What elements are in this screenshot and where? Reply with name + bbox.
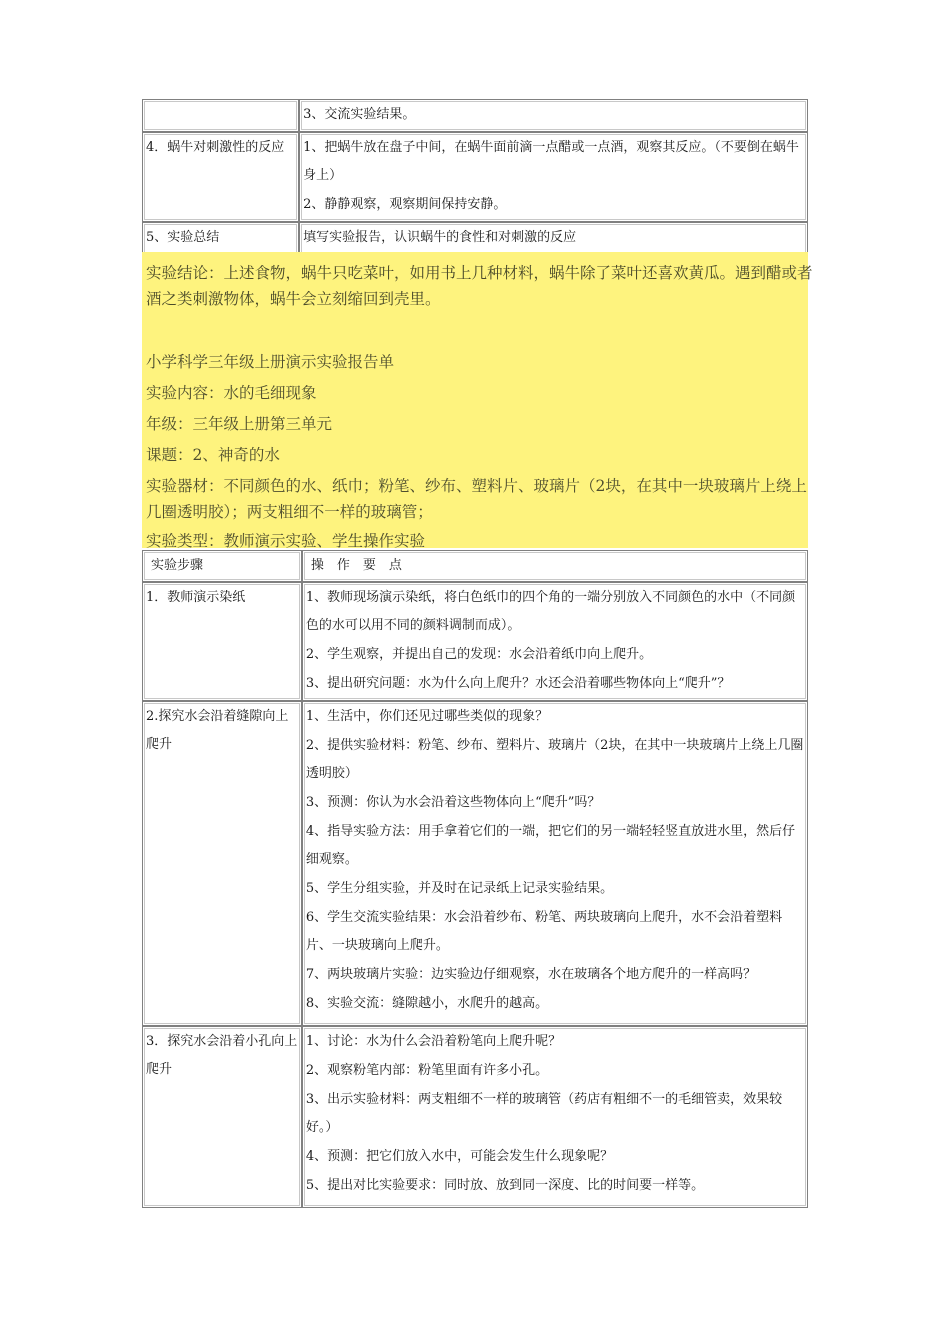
topic-line: 课题：2、神奇的水 [146,446,280,464]
op-item: 5、学生分组实验，并及时在记录纸上记录实验结果。 [305,881,614,896]
experiment-type-line: 实验类型：教师演示实验、学生操作实验 [146,532,426,550]
op-item: 2、观察粉笔内部：粉笔里面有许多小孔。 [305,1063,549,1078]
op-item: 填写实验报告，认识蜗牛的食性和对刺激的反应 [303,230,577,245]
table-row [142,701,808,1026]
op-item: 3、提出研究问题：水为什么向上爬升？水还会沿着哪些物体向上“爬升”？ [305,676,731,691]
experiment-conclusion: 实验结论：上述食物，蜗牛只吃菜叶，如用书上几种材料，蜗牛除了菜叶还喜欢黄瓜。遇到醋或者酒之类刺激物体，蜗牛会立刻缩回到壳里。 [146,264,813,308]
op-item: 1、讨论：水为什么会沿着粉笔向上爬升呢？ [305,1034,562,1049]
table-row [142,582,808,701]
op-item: 3、交流实验结果。 [303,107,416,122]
report-title: 小学科学三年级上册演示实验报告单 [146,353,395,371]
snail-experiment-table [142,99,808,255]
step-cell: 1．教师演示染纸 [142,582,302,701]
experiment-content: 实验内容：水的毛细现象 [146,384,317,402]
op-item: 1、把蜗牛放在盘子中间，在蜗牛面前滴一点醋或一点酒，观察其反应。（不要倒在蜗牛身上） [303,140,799,183]
step-cell: 4．蜗牛对刺激性的反应 [142,132,299,222]
op-item: 1、教师现场演示染纸，将白色纸巾的四个角的一端分别放入不同颜色的水中（不同颜色的水可以用不同的颜料调制而成）。 [305,590,796,633]
table-row [142,222,808,255]
ops-cell [299,132,808,222]
step-cell: 5、实验总结 [142,222,299,255]
op-item: 2、提供实验材料：粉笔、纱布、塑料片、玻璃片（2块，在其中一块玻璃片上绕上几圈透明胶） [305,738,804,781]
header-step: 实验步骤 [142,550,302,582]
capillary-experiment-table [142,550,808,1208]
op-item: 8、实验交流：缝隙越小，水爬升的越高。 [305,996,549,1011]
op-item: 2、静静观察，观察期间保持安静。 [303,197,507,212]
op-item: 7、两块玻璃片实验：边实验边仔细观察，水在玻璃各个地方爬升的一样高吗？ [305,967,757,982]
materials-line: 实验器材：不同颜色的水、纸巾；粉笔、纱布、塑料片、玻璃片（2块，在其中一块玻璃片上绕上几圈透明胶）；两支粗细不一样的玻璃管； [146,477,807,521]
step-cell [142,99,299,132]
table-row [142,132,808,222]
ops-cell [302,582,808,701]
op-item: 1、生活中，你们还见过哪些类似的现象？ [305,709,549,724]
op-item: 3、预测：你认为水会沿着这些物体向上“爬升”吗？ [305,795,601,810]
grade-line: 年级：三年级上册第三单元 [146,415,333,433]
table-row [142,1026,808,1208]
op-item: 6、学生交流实验结果：水会沿着纱布、粉笔、两块玻璃向上爬升，水不会沿着塑料片、一块玻璃向上爬升。 [305,910,783,953]
op-item: 5、提出对比实验要求：同时放、放到同一深度、比的时间要一样等。 [305,1178,705,1193]
op-item: 4、预测：把它们放入水中，可能会发生什么现象呢？ [305,1149,614,1164]
step-cell: 2.探究水会沿着缝隙向上爬升 [142,701,302,1026]
table-header-row [142,550,808,582]
ops-cell [299,222,808,255]
ops-cell [302,1026,808,1208]
op-item: 2、学生观察，并提出自己的发现：水会沿着纸巾向上爬升。 [305,647,653,662]
ops-cell [302,701,808,1026]
op-item: 3、出示实验材料：两支粗细不一样的玻璃管（药店有粗细不一的毛细管卖，效果较好。） [305,1092,783,1135]
highlighted-report-block [142,252,813,550]
header-ops: 操 作 要 点 [302,550,808,582]
table-row [142,99,808,132]
step-cell: 3．探究水会沿着小孔向上爬升 [142,1026,302,1208]
op-item: 4、指导实验方法：用手拿着它们的一端，把它们的另一端轻轻竖直放进水里，然后仔细观察。 [305,824,796,867]
ops-cell [299,99,808,132]
